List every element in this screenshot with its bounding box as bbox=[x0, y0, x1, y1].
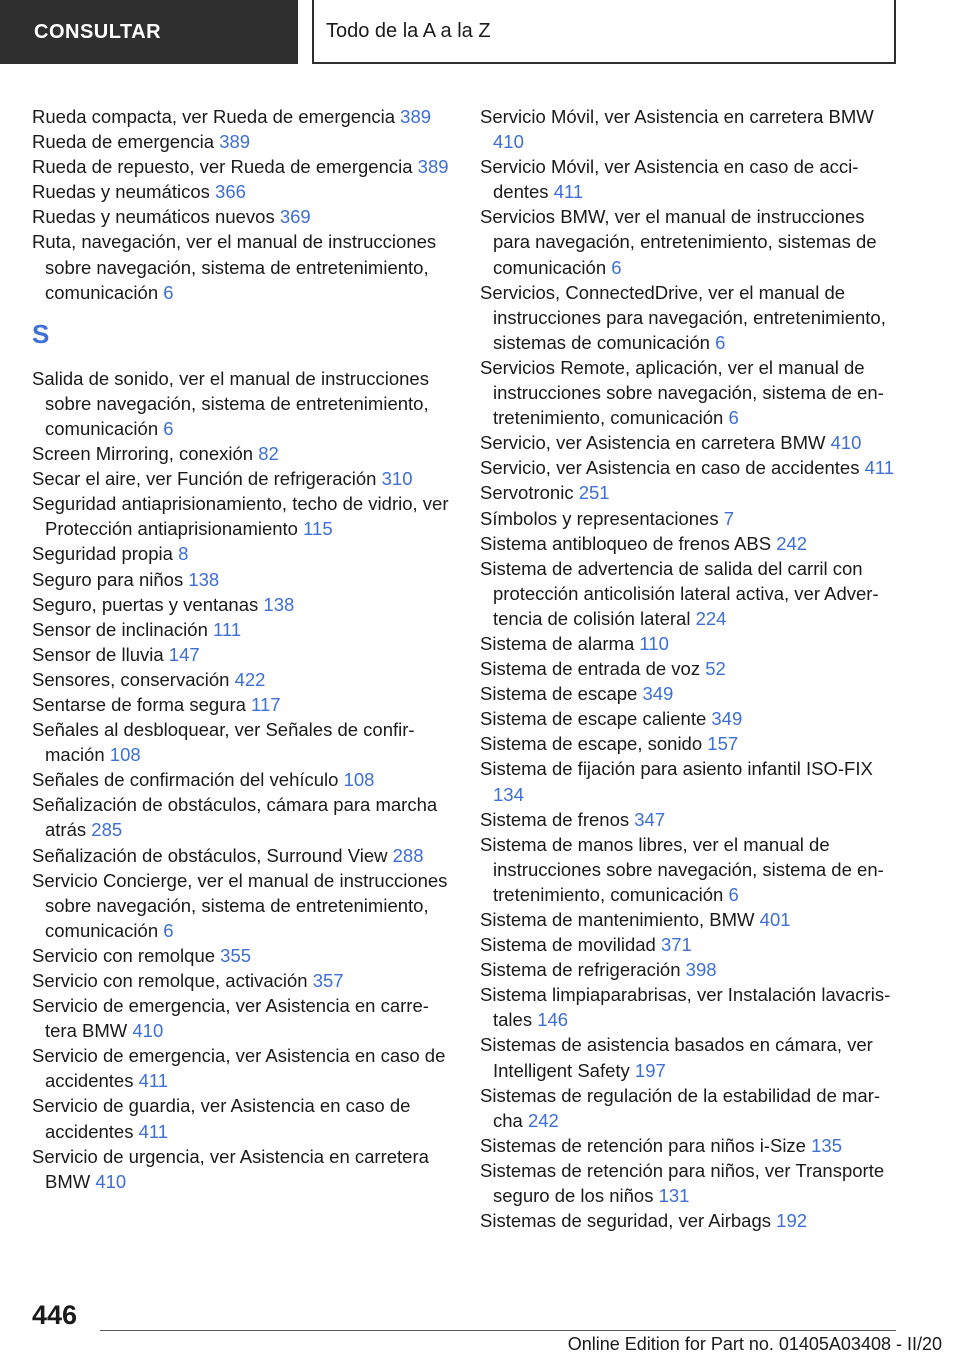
chapter-title: Todo de la A a la Z bbox=[312, 0, 896, 64]
page-reference-link[interactable]: 8 bbox=[178, 543, 189, 565]
page-reference-link[interactable]: 371 bbox=[660, 934, 692, 956]
index-entry-text: Servicios Remote, aplicación, ver el manual de instrucciones sobre navegación, sistema de entretenimiento, comunicación bbox=[480, 356, 884, 429]
index-entry bbox=[32, 617, 450, 642]
page-reference-link[interactable]: 7 bbox=[723, 507, 735, 529]
page-reference-link[interactable]: 410 bbox=[830, 432, 862, 454]
index-entry-text: Sistemas de seguridad, ver Airbags bbox=[480, 1210, 772, 1232]
index-entry bbox=[480, 531, 900, 556]
page-reference-link[interactable]: 242 bbox=[776, 532, 808, 554]
index-entry bbox=[32, 943, 450, 968]
page-reference-link[interactable]: 135 bbox=[811, 1134, 842, 1156]
page-reference-link[interactable]: 411 bbox=[138, 1070, 169, 1092]
index-entry-text: Servicios, ConnectedDrive, ver el manual de instrucciones para navegación, entretenimiento, sistemas de comunicación bbox=[480, 281, 886, 353]
index-entry-text: Servicio, ver Asistencia en carretera BMW bbox=[480, 432, 826, 454]
page-reference-link[interactable]: 115 bbox=[303, 518, 333, 540]
index-entry bbox=[480, 807, 900, 832]
index-entry bbox=[32, 993, 450, 1043]
index-entry bbox=[480, 506, 900, 531]
page-reference-link[interactable]: 108 bbox=[109, 744, 141, 766]
page-reference-link[interactable]: 52 bbox=[705, 658, 726, 680]
page-reference-link[interactable]: 157 bbox=[707, 733, 739, 755]
index-entry bbox=[32, 592, 450, 617]
page-reference-link[interactable]: 117 bbox=[251, 693, 281, 715]
index-entry bbox=[480, 631, 900, 656]
page-reference-link[interactable]: 6 bbox=[715, 331, 726, 353]
index-entry bbox=[32, 366, 450, 441]
index-entry-text: Sensor de lluvia bbox=[32, 643, 164, 665]
page-reference-link[interactable]: 285 bbox=[91, 819, 123, 841]
index-entry bbox=[32, 204, 450, 229]
page-reference-link[interactable]: 410 bbox=[132, 1020, 164, 1042]
index-entry bbox=[480, 681, 900, 706]
index-entry-text: Señalización de obstáculos, cámara para marcha atrás bbox=[32, 794, 438, 841]
page-reference-link[interactable]: 131 bbox=[658, 1185, 690, 1207]
index-entry bbox=[32, 968, 450, 993]
page-reference-link[interactable]: 398 bbox=[685, 959, 717, 981]
page-reference-link[interactable]: 6 bbox=[163, 281, 174, 303]
index-column-left bbox=[32, 104, 450, 1194]
index-entry bbox=[480, 1083, 900, 1133]
index-entry bbox=[32, 792, 450, 842]
index-entry bbox=[480, 104, 900, 154]
index-entry-text: Sistema de escape caliente bbox=[480, 708, 707, 730]
index-entry-text: Sistema de mantenimiento, BMW bbox=[480, 909, 755, 930]
index-entry-text: Sistemas de regulación de la estabilidad de marcha bbox=[480, 1084, 881, 1131]
page-reference-link[interactable]: 242 bbox=[527, 1109, 559, 1131]
index-entry bbox=[480, 430, 900, 455]
page-reference-link[interactable]: 110 bbox=[639, 632, 669, 654]
page-reference-link[interactable]: 401 bbox=[759, 909, 791, 930]
index-entry-text: Sensores, conservación bbox=[32, 668, 230, 690]
page-reference-link[interactable]: 349 bbox=[642, 683, 674, 705]
index-entry-text: Secar el aire, ver Función de refrigeración bbox=[32, 468, 377, 490]
index-entry-text: Screen Mirroring, conexión bbox=[32, 443, 254, 465]
section-tab: CONSULTAR bbox=[0, 0, 298, 64]
index-entry bbox=[32, 1043, 450, 1093]
index-entry-text: Servotronic bbox=[480, 482, 574, 504]
index-entry bbox=[480, 556, 900, 631]
index-entry-text: Salida de sonido, ver el manual de instrucciones sobre navegación, sistema de entretenimiento, comunicación bbox=[32, 367, 429, 439]
page-reference-link[interactable]: 6 bbox=[163, 919, 174, 941]
index-letter-heading: S bbox=[32, 318, 50, 349]
page-reference-link[interactable]: 197 bbox=[634, 1059, 666, 1081]
index-entry bbox=[32, 179, 450, 204]
index-entry-text: Sentarse de forma segura bbox=[32, 693, 246, 715]
page-reference-link[interactable]: 111 bbox=[213, 618, 242, 640]
index-entry bbox=[32, 466, 450, 491]
index-entry-text: Seguro para niños bbox=[32, 568, 184, 590]
index-entry bbox=[480, 832, 900, 907]
index-entry-text: Servicio Móvil, ver Asistencia en carretera BMW bbox=[480, 106, 874, 127]
page-reference-link[interactable]: 411 bbox=[864, 457, 895, 479]
index-entry-text: Rueda de emergencia bbox=[32, 131, 215, 153]
index-entry bbox=[480, 932, 900, 957]
index-entry-text: Sistema de refrigeración bbox=[480, 959, 681, 981]
index-entry-text: Símbolos y representaciones bbox=[480, 507, 719, 529]
index-entry-text: Sistema de escape, sonido bbox=[480, 733, 703, 755]
index-entry-text: Servicio Concierge, ver el manual de instrucciones sobre navegación, sistema de entretenimiento, comunicación bbox=[32, 869, 448, 941]
index-entry bbox=[480, 1208, 900, 1233]
index-entry bbox=[32, 229, 450, 304]
page-reference-link[interactable]: 6 bbox=[728, 407, 739, 429]
index-entry bbox=[32, 441, 450, 466]
index-entry bbox=[32, 767, 450, 792]
index-entry bbox=[480, 1032, 900, 1082]
index-entry-text: Servicio con remolque, activación bbox=[32, 970, 308, 991]
index-entry bbox=[32, 129, 450, 154]
index-entry bbox=[32, 1144, 450, 1194]
index-entry bbox=[480, 706, 900, 731]
page-reference-link[interactable]: 192 bbox=[776, 1210, 808, 1232]
index-entry-text: Servicio de emergencia, ver Asistencia en carretera BMW bbox=[32, 995, 429, 1042]
index-entry-text: Servicio, ver Asistencia en caso de accidentes bbox=[480, 457, 860, 479]
index-entry-text: Servicio de emergencia, ver Asistencia en caso de accidentes bbox=[32, 1045, 446, 1092]
index-entry bbox=[480, 1133, 900, 1158]
index-entry-text: Sensor de inclinación bbox=[32, 618, 208, 640]
page-reference-link[interactable]: 411 bbox=[553, 181, 584, 203]
index-entry-text: Servicio Móvil, ver Asistencia en caso de accidentes bbox=[480, 156, 859, 203]
index-entry-text: Servicios BMW, ver el manual de instrucciones para navegación, entretenimiento, sistemas de comunicación bbox=[480, 206, 877, 278]
index-entry bbox=[480, 204, 900, 279]
page-reference-link[interactable]: 6 bbox=[728, 883, 739, 905]
index-entry-text: Señales al desbloquear, ver Señales de confirmación bbox=[32, 719, 415, 766]
index-entry-text: Sistema de movilidad bbox=[480, 934, 656, 956]
index-entry-text: Sistema de alarma bbox=[480, 632, 635, 654]
index-entry-text: Ruta, navegación, ver el manual de instrucciones sobre navegación, sistema de entretenimiento, comunicación bbox=[32, 231, 437, 303]
index-entry bbox=[480, 656, 900, 681]
page-reference-link[interactable]: 288 bbox=[392, 844, 424, 866]
page-reference-link[interactable]: 389 bbox=[417, 156, 449, 178]
index-entry-text: Rueda compacta, ver Rueda de emergencia bbox=[32, 106, 396, 127]
page-reference-link[interactable]: 138 bbox=[188, 568, 220, 590]
index-entry bbox=[32, 567, 450, 592]
index-entry-text: Ruedas y neumáticos nuevos bbox=[32, 206, 275, 228]
index-entry bbox=[32, 868, 450, 943]
footer-edition: Online Edition for Part no. 01405A03408 - II/20 bbox=[567, 1334, 942, 1354]
index-entry-text: Seguridad antiaprisionamiento, techo de vidrio, ver Protección antiaprisionamiento bbox=[32, 493, 449, 540]
page-reference-link[interactable]: 146 bbox=[537, 1009, 569, 1031]
page-reference-link[interactable]: 6 bbox=[163, 417, 174, 439]
page-number: 446 bbox=[32, 1300, 78, 1330]
page-reference-link[interactable]: 108 bbox=[343, 769, 375, 791]
index-entry bbox=[32, 717, 450, 767]
index-entry-text: Señales de confirmación del vehículo bbox=[32, 769, 339, 791]
page-reference-link[interactable]: 138 bbox=[263, 593, 295, 615]
page-reference-link[interactable]: 411 bbox=[138, 1120, 169, 1142]
index-entry bbox=[480, 280, 900, 355]
index-entry bbox=[480, 1158, 900, 1208]
page-reference-link[interactable]: 251 bbox=[578, 482, 610, 504]
page-reference-link[interactable]: 347 bbox=[634, 808, 666, 830]
page-header bbox=[0, 0, 960, 66]
index-entry bbox=[480, 355, 900, 430]
index-entry bbox=[480, 982, 900, 1032]
index-entry bbox=[32, 541, 450, 566]
index-entry-text: Sistemas de retención para niños i-Size bbox=[480, 1134, 806, 1156]
index-entry-text: Sistemas de asistencia basados en cámara, ver Intelligent Safety bbox=[480, 1034, 873, 1081]
index-entry-text: Sistema de escape bbox=[480, 683, 638, 705]
page-reference-link[interactable]: 410 bbox=[95, 1170, 127, 1192]
index-entry-text: Sistema de advertencia de salida del carril con protección anticolisión lateral activa, ver Advertencia de colisión lateral bbox=[480, 557, 879, 629]
index-entry bbox=[480, 455, 900, 480]
page-reference-link[interactable]: 147 bbox=[168, 643, 200, 665]
page-reference-link[interactable]: 310 bbox=[381, 468, 413, 490]
footer-divider bbox=[100, 1330, 896, 1331]
page-reference-link[interactable]: 349 bbox=[711, 708, 743, 730]
index-entry-text: Sistema de manos libres, ver el manual de instrucciones sobre navegación, sistema de entretenimiento, comunicación bbox=[480, 833, 884, 905]
index-entry bbox=[480, 731, 900, 756]
index-entry-text: Señalización de obstáculos, Surround View bbox=[32, 844, 388, 866]
index-entry-text: Sistemas de retención para niños, ver Transporte seguro de los niños bbox=[480, 1159, 885, 1207]
index-entry-text: Sistema de frenos bbox=[480, 808, 630, 830]
index-entry bbox=[480, 756, 900, 806]
index-entry-text: Seguridad propia bbox=[32, 543, 173, 565]
index-entry bbox=[32, 642, 450, 667]
page-reference-link[interactable]: 357 bbox=[312, 970, 344, 991]
index-entry-text: Sistema de entrada de voz bbox=[480, 658, 701, 680]
page-reference-link[interactable]: 366 bbox=[215, 181, 246, 203]
index-entry bbox=[32, 1093, 450, 1143]
index-entry-text: Rueda de repuesto, ver Rueda de emergencia bbox=[32, 156, 413, 178]
index-entry-text: Seguro, puertas y ventanas bbox=[32, 593, 259, 615]
index-entry bbox=[480, 957, 900, 982]
page-reference-link[interactable]: 369 bbox=[279, 206, 311, 228]
index-entry bbox=[32, 667, 450, 692]
page-reference-link[interactable]: 134 bbox=[493, 783, 524, 805]
index-entry bbox=[32, 692, 450, 717]
index-entry bbox=[32, 491, 450, 541]
index-entry bbox=[480, 154, 900, 204]
index-column-right bbox=[480, 104, 900, 1233]
page-reference-link[interactable]: 389 bbox=[219, 131, 251, 153]
index-entry bbox=[32, 104, 450, 129]
page-reference-link[interactable]: 410 bbox=[493, 131, 524, 153]
page-reference-link[interactable]: 355 bbox=[220, 944, 252, 966]
page-reference-link[interactable]: 389 bbox=[400, 106, 432, 127]
index-entry-text: Servicio con remolque bbox=[32, 944, 216, 966]
index-entry bbox=[480, 907, 900, 932]
index-entry bbox=[480, 480, 900, 505]
index-entry bbox=[32, 843, 450, 868]
page-reference-link[interactable]: 6 bbox=[611, 256, 622, 278]
index-entry-text: Sistema limpiaparabrisas, ver Instalación lavacristales bbox=[480, 984, 891, 1031]
index-entry-text: Servicio de guardia, ver Asistencia en caso de accidentes bbox=[32, 1095, 411, 1142]
index-entry-text: Ruedas y neumáticos bbox=[32, 181, 210, 203]
page-reference-link[interactable]: 224 bbox=[695, 607, 727, 629]
page-reference-link[interactable]: 82 bbox=[258, 443, 279, 465]
index-entry-text: Sistema antibloqueo de frenos ABS bbox=[480, 532, 772, 554]
index-entry bbox=[32, 154, 450, 179]
page-reference-link[interactable]: 422 bbox=[234, 668, 266, 690]
index-entry-text: Sistema de fijación para asiento infantil ISO-FIX bbox=[480, 758, 873, 780]
index-entry-text: Servicio de urgencia, ver Asistencia en carretera BMW bbox=[32, 1145, 429, 1192]
